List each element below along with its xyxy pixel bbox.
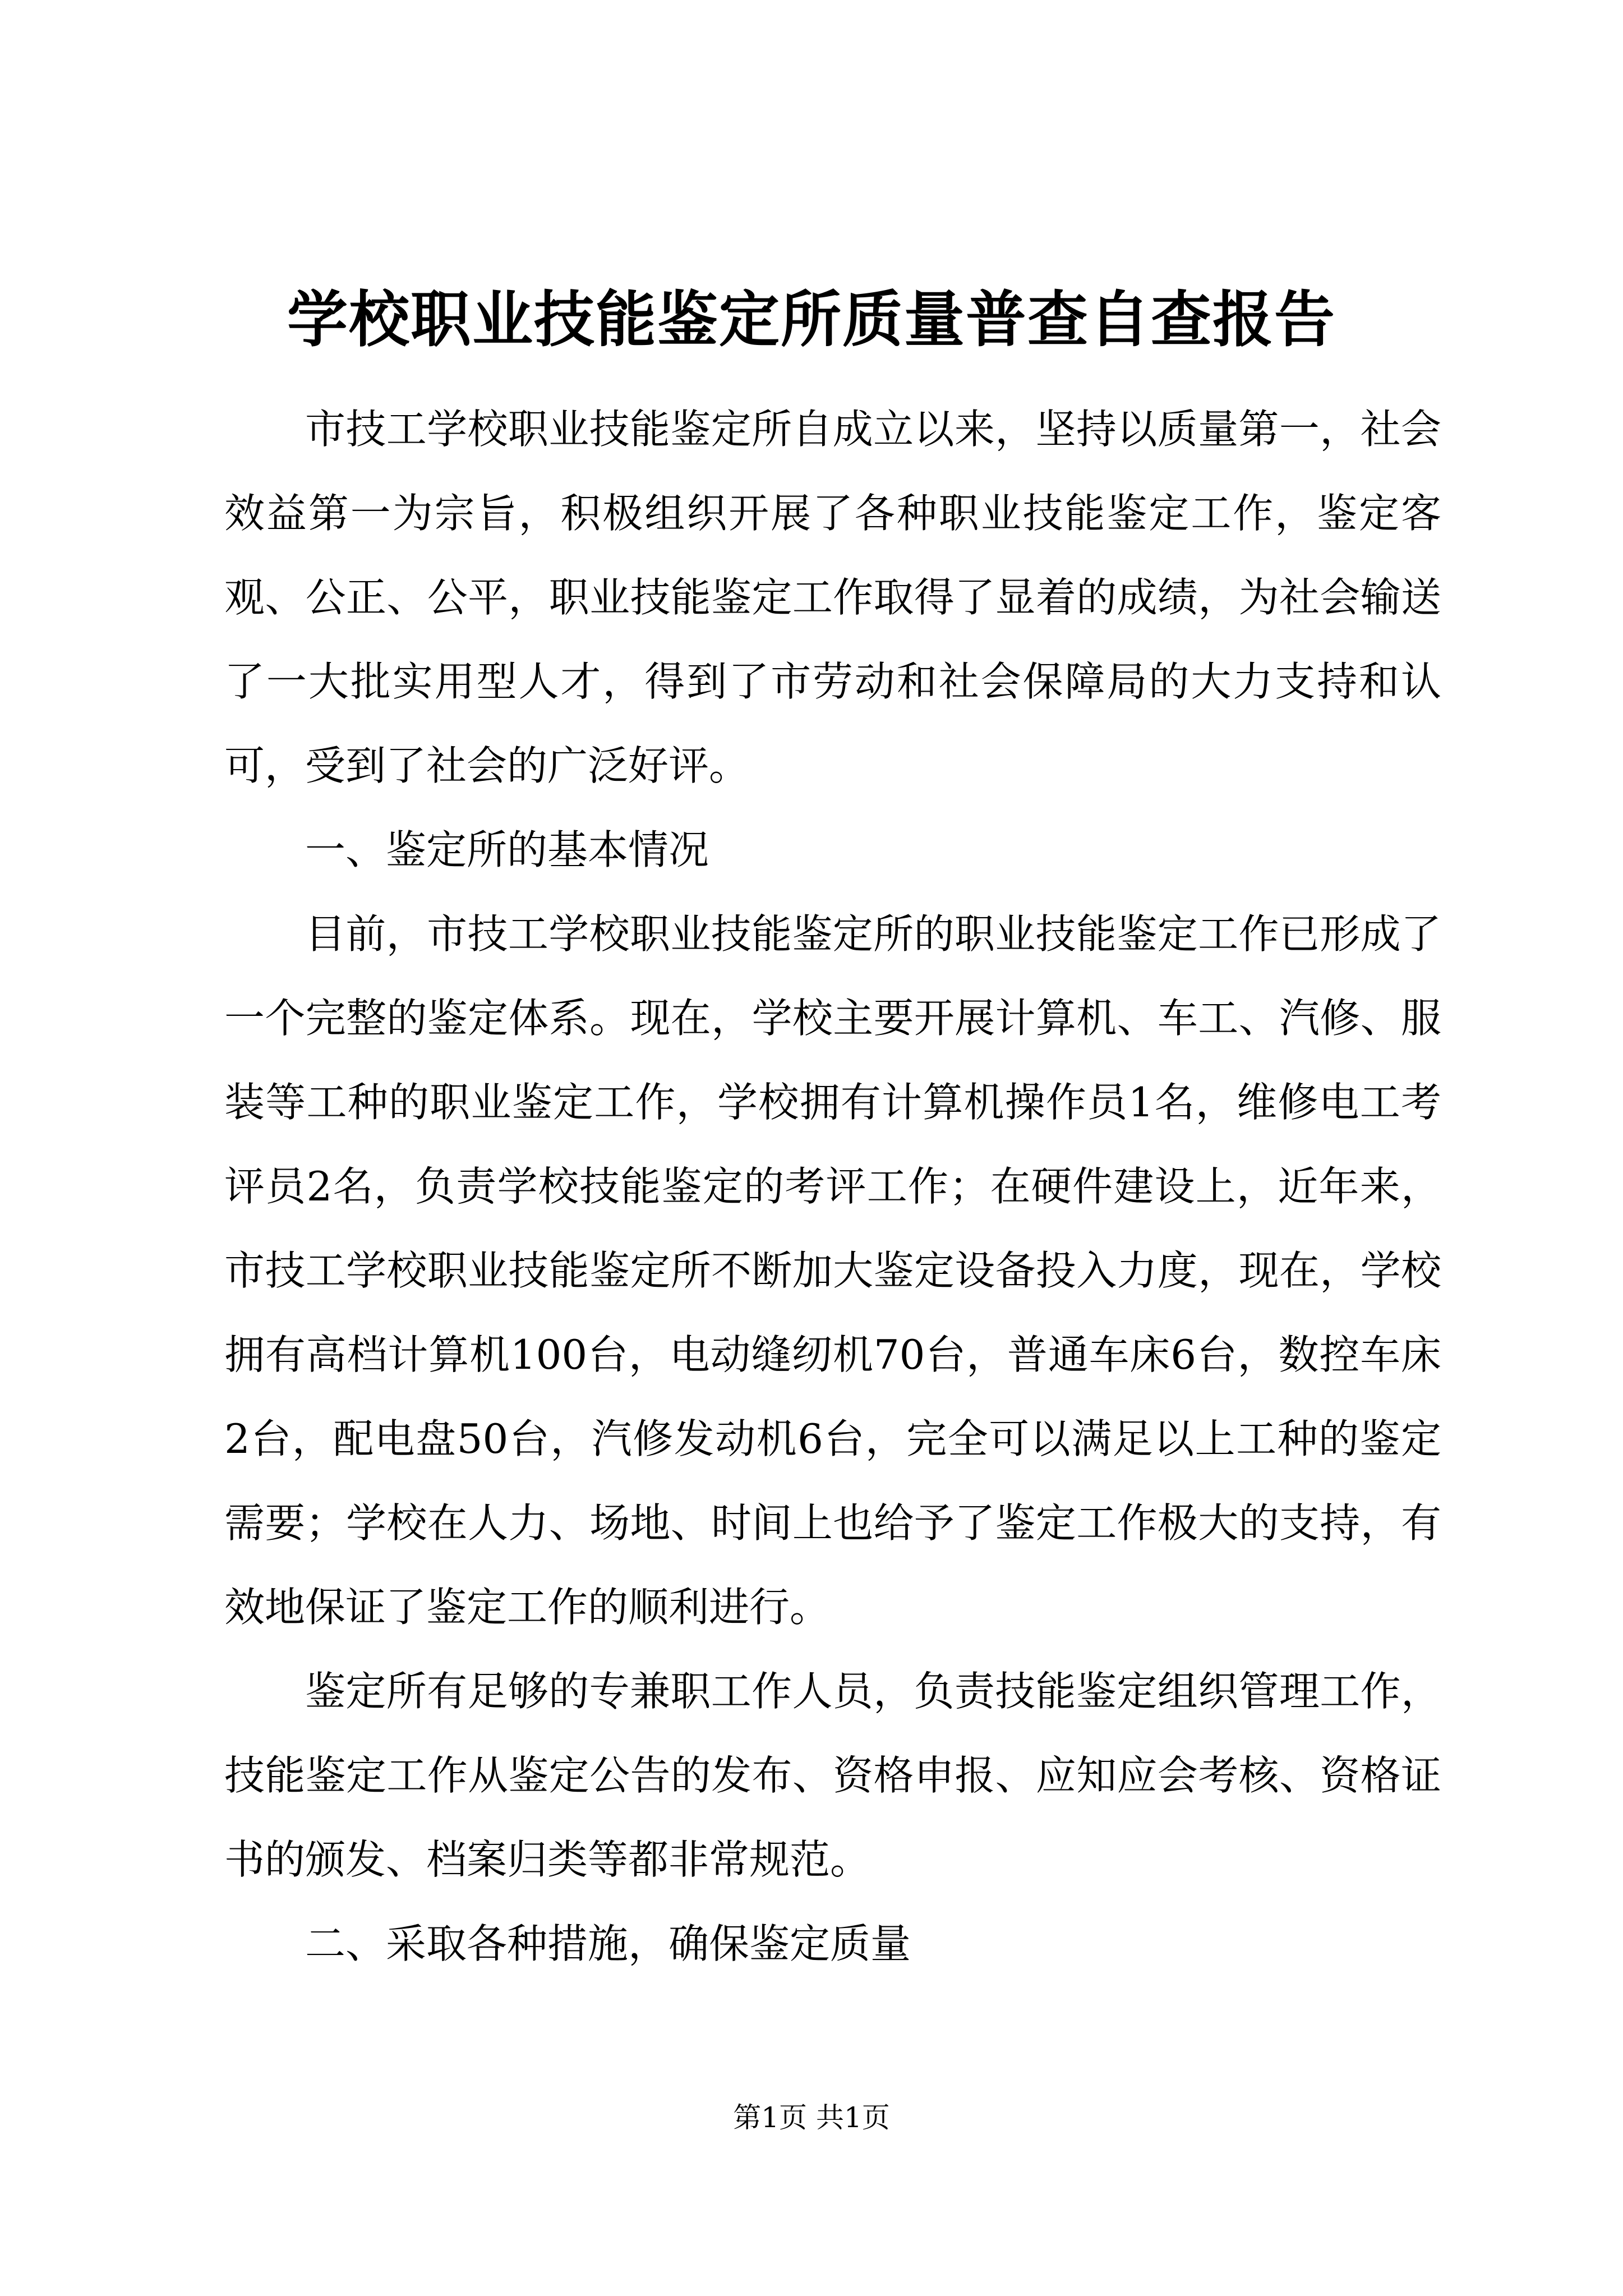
document-body [224,387,1441,1986]
paragraph-basic-situation: 目前，市技工学校职业技能鉴定所的职业技能鉴定工作已形成了一个完整的鉴定体系。现在，学校主要开展计算机、车工、汽修、服装等工种的职业鉴定工作，学校拥有计算机操作员1名，维修电工考评员2名，负责学校技能鉴定的考评工作；在硬件建设上，近年来，市技工学校职业技能鉴定所不断加大鉴定设备投入力度，现在，学校拥有高档计算机100台，电动缝纫机70台，普通车床6台，数控车床2台，配电盘50台，汽修发动机6台，完全可以满足以上工种的鉴定需要；学校在人力、场地、时间上也给予了鉴定工作极大的支持，有效地保证了鉴定工作的顺利进行。 [224,910,1441,1631]
paragraph-intro: 市技工学校职业技能鉴定所自成立以来，坚持以质量第一，社会效益第一为宗旨，积极组织开展了各种职业技能鉴定工作，鉴定客观、公正、公平，职业技能鉴定工作取得了显着的成绩，为社会输送了一大批实用型人才，得到了市劳动和社会保障局的大力支持和认可，受到了社会的广泛好评。 [224,406,1441,789]
page-footer: 第1页 共1页 [733,2101,890,2134]
document-title: 学校职业技能鉴定所质量普查自查报告 [287,284,1336,355]
section-heading-1: 一、鉴定所的基本情况 [305,826,709,873]
paragraph-staff: 鉴定所有足够的专兼职工作人员，负责技能鉴定组织管理工作，技能鉴定工作从鉴定公告的发布、资格申报、应知应会考核、资格证书的颁发、档案归类等都非常规范。 [224,1668,1441,1883]
section-heading-2: 二、采取各种措施，确保鉴定质量 [305,1920,911,1967]
